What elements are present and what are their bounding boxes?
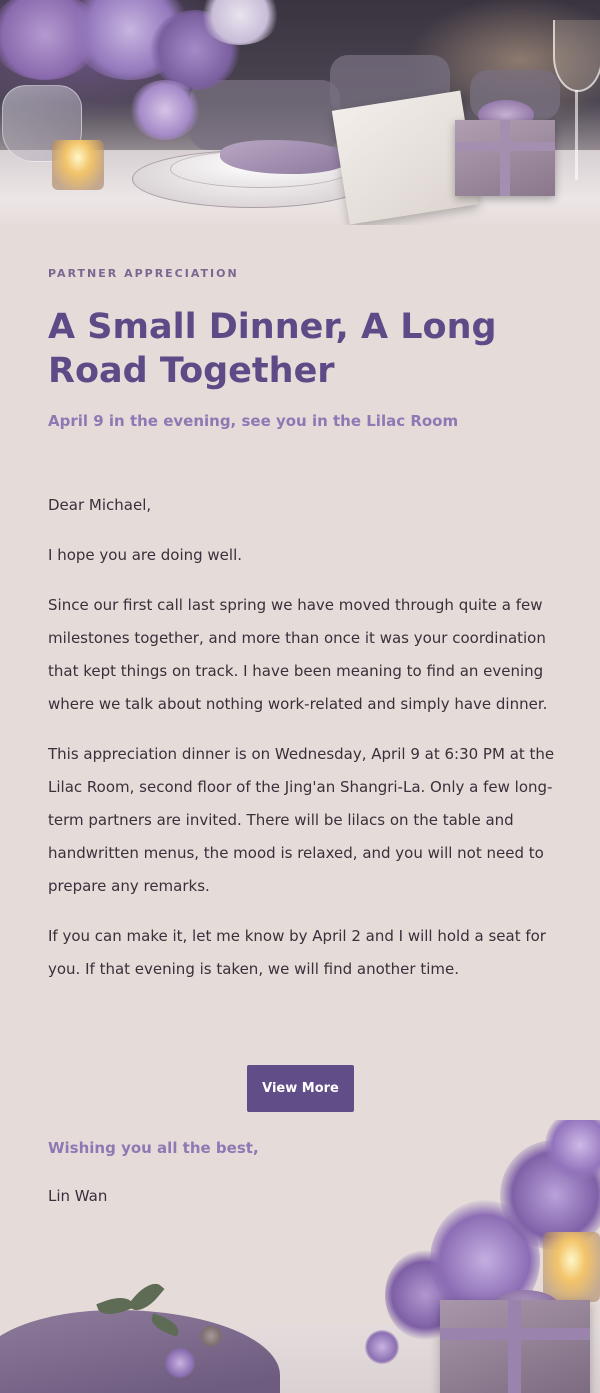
view-more-button[interactable]: View More — [247, 1065, 354, 1112]
letter-paragraph: I hope you are doing well. — [48, 546, 243, 564]
letter-paragraph: If you can make it, let me know by April 2 and I will hold a seat for you. If that evening is taken, we will find another time. — [48, 927, 546, 978]
letter-paragraph: This appreciation dinner is on Wednesday, April 9 at 6:30 PM at the Lilac Room, second floor of the Jing'an Shangri-La. Only a few long-term partners are invited. There will be lilacs on the table and handwritten menus, the mood is relaxed, and you will not need to prepare any remarks. — [48, 745, 555, 895]
eyebrow-label: PARTNER APPRECIATION — [48, 267, 239, 280]
closing-line: Wishing you all the best, — [48, 1139, 259, 1157]
email-subtitle: April 9 in the evening, see you in the Lilac Room — [48, 412, 459, 430]
hero-image — [0, 0, 600, 225]
letter-body — [48, 489, 560, 1003]
letter-greeting: Dear Michael, — [48, 496, 152, 514]
letter-paragraph: Since our first call last spring we have moved through quite a few milestones together, and more than once it was your coordination that kept things on track. I have been meaning to find an evening where we talk about nothing work-related and simply have dinner. — [48, 596, 548, 713]
footer-decoration-image — [0, 1120, 600, 1393]
email-title: A Small Dinner, A Long Road Together — [48, 307, 497, 391]
sender-signature: Lin Wan — [48, 1187, 108, 1205]
